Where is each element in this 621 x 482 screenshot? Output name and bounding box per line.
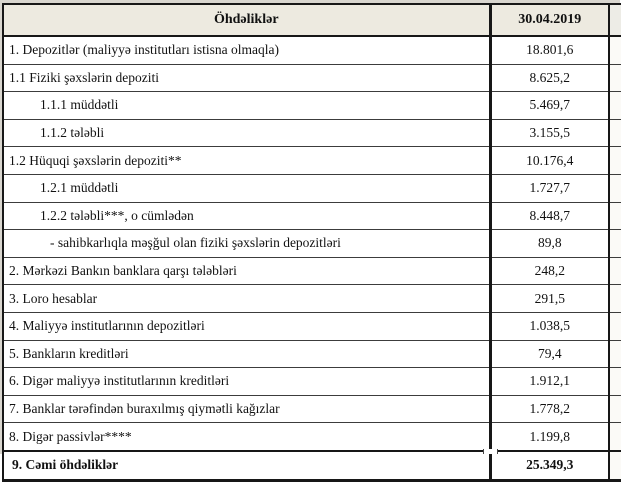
row-value: 25.349,3 xyxy=(490,451,609,481)
row-value: 1.727,7 xyxy=(490,174,609,202)
header-title: Öhdəliklər xyxy=(3,4,490,36)
table-row xyxy=(3,64,621,92)
liabilities-table xyxy=(2,3,621,482)
table-row xyxy=(3,451,621,481)
header-cutoff-cell xyxy=(609,4,621,36)
next-row-cutoff xyxy=(483,449,498,454)
row-cutoff-cell xyxy=(609,423,621,451)
row-value: 1.912,1 xyxy=(490,368,609,396)
row-cutoff-cell xyxy=(609,174,621,202)
table-row xyxy=(3,202,621,230)
row-value: 10.176,4 xyxy=(490,147,609,175)
row-value: 8.448,7 xyxy=(490,202,609,230)
table-row xyxy=(3,174,621,202)
row-value: 8.625,2 xyxy=(490,64,609,92)
row-cutoff-cell xyxy=(609,312,621,340)
row-cutoff-cell xyxy=(609,257,621,285)
table-row xyxy=(3,36,621,64)
row-label: 3. Loro hesablar xyxy=(3,285,490,313)
row-cutoff-cell xyxy=(609,395,621,423)
row-label: 5. Bankların kreditləri xyxy=(3,340,490,368)
row-label: 1.2 Hüquqi şəxslərin depoziti** xyxy=(3,147,490,175)
row-label: 6. Digər maliyyə institutlarının kreditləri xyxy=(3,368,490,396)
table-row xyxy=(3,257,621,285)
row-value: 3.155,5 xyxy=(490,119,609,147)
row-label: 1.1.1 müddətli xyxy=(3,92,490,120)
table-row xyxy=(3,92,621,120)
row-label: 1.1 Fiziki şəxslərin depoziti xyxy=(3,64,490,92)
row-cutoff-cell xyxy=(609,64,621,92)
row-label: 1.2.2 tələbli***, o cümlədən xyxy=(3,202,490,230)
table-row xyxy=(3,395,621,423)
row-label: 1.2.1 müddətli xyxy=(3,174,490,202)
table-row xyxy=(3,147,621,175)
row-label: 4. Maliyyə institutlarının depozitləri xyxy=(3,312,490,340)
table-row xyxy=(3,423,621,451)
row-label: 2. Mərkəzi Bankın banklara qarşı tələbləri xyxy=(3,257,490,285)
row-value: 1.778,2 xyxy=(490,395,609,423)
row-value: 291,5 xyxy=(490,285,609,313)
row-value: 5.469,7 xyxy=(490,92,609,120)
header-date: 30.04.2019 xyxy=(490,4,609,36)
row-cutoff-cell xyxy=(609,147,621,175)
table-row xyxy=(3,230,621,258)
row-value: 248,2 xyxy=(490,257,609,285)
row-cutoff-cell xyxy=(609,285,621,313)
row-value: 79,4 xyxy=(490,340,609,368)
table-row xyxy=(3,340,621,368)
row-cutoff-cell xyxy=(609,368,621,396)
row-cutoff-cell xyxy=(609,119,621,147)
row-value: 18.801,6 xyxy=(490,36,609,64)
row-cutoff-cell xyxy=(609,230,621,258)
row-label: 1. Depozitlər (maliyyə institutları istisna olmaqla) xyxy=(3,36,490,64)
row-cutoff-cell xyxy=(609,451,621,481)
row-label: 9. Cəmi öhdəliklər xyxy=(3,451,490,481)
header-row xyxy=(3,4,621,36)
table-row xyxy=(3,119,621,147)
row-cutoff-cell xyxy=(609,36,621,64)
row-label: 1.1.2 tələbli xyxy=(3,119,490,147)
row-label: - sahibkarlıqla məşğul olan fiziki şəxslərin depozitləri xyxy=(3,230,490,258)
table-row xyxy=(3,368,621,396)
row-label: 8. Digər passivlər**** xyxy=(3,423,490,451)
row-value: 89,8 xyxy=(490,230,609,258)
row-cutoff-cell xyxy=(609,92,621,120)
row-value: 1.038,5 xyxy=(490,312,609,340)
row-cutoff-cell xyxy=(609,340,621,368)
row-label: 7. Banklar tərəfindən buraxılmış qiymətli kağızlar xyxy=(3,395,490,423)
table-row xyxy=(3,285,621,313)
row-value: 1.199,8 xyxy=(490,423,609,451)
table-row xyxy=(3,312,621,340)
table-body xyxy=(3,36,621,480)
row-cutoff-cell xyxy=(609,202,621,230)
